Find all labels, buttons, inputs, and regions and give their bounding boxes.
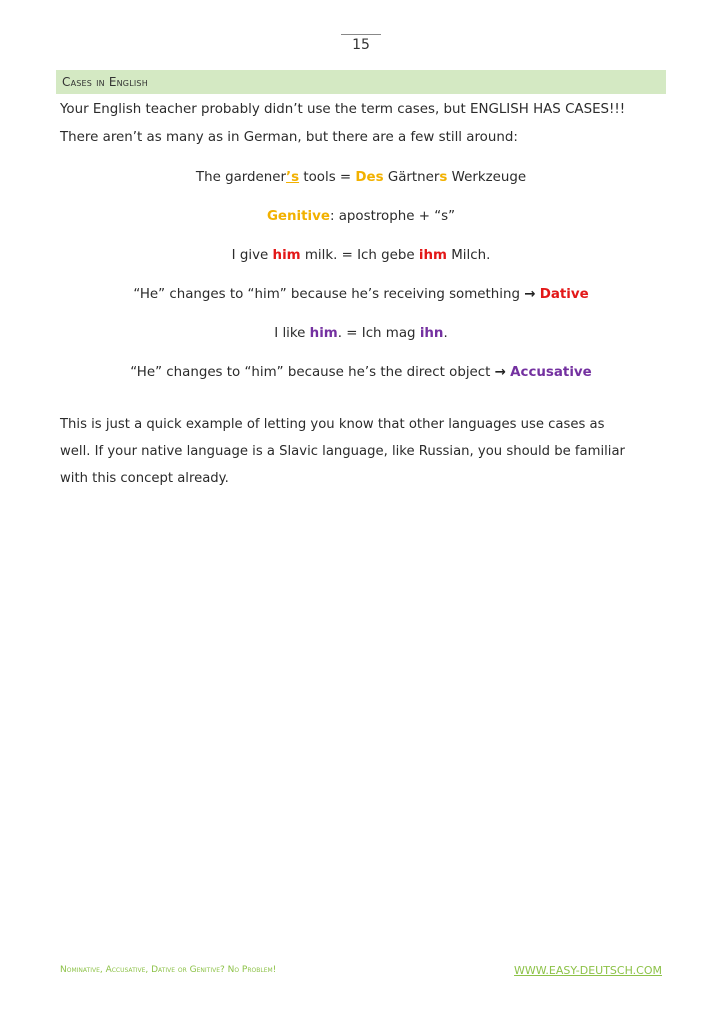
right-arrow-icon: → [494,365,506,380]
dative-example-sentence [56,248,666,263]
genitive-example-sentence [56,170,666,185]
conclusion-line-3: with this concept already. [60,471,229,486]
dative-ihm: ihm [418,248,447,263]
explanation-text: “He” changes to “him” because he’s receiving something [133,287,525,302]
genitive-term: Genitive [266,209,330,224]
page-number-rule [341,34,381,35]
dative-case-label: Dative [539,287,589,302]
page-number: 15 [352,37,370,53]
sentence-text: I like [274,326,310,341]
sentence-text: The gardener [195,170,287,185]
intro-line-1: Your English teacher probably didn’t use the term cases, but ENGLISH HAS CASES!!! [60,102,626,117]
genitive-ending-s: s [439,170,448,185]
right-arrow-icon: → [524,287,536,302]
sentence-text: Milch. [446,248,491,263]
conclusion-line-2: well. If your native language is a Slavic language, like Russian, you should be familiar [60,444,625,459]
accusative-example-sentence [56,326,666,341]
intro-line-2: There aren’t as many as in German, but there are a few still around: [60,130,518,145]
accusative-him: him [309,326,338,341]
explanation-text: “He” changes to “him” because he’s the direct object [130,365,495,380]
footer-website-link[interactable]: WWW.EASY-DEUTSCH.COM [514,964,662,977]
genitive-rule [56,209,666,224]
accusative-case-label: Accusative [510,365,592,380]
sentence-text: tools = [299,170,356,185]
sentence-text: Werkzeuge [447,170,527,185]
dative-explanation [56,287,666,302]
accusative-ihn: ihn [419,326,444,341]
sentence-text: Gärtner [383,170,440,185]
footer-book-title: Nominative, Accusative, Dative or Genitive? No Problem! [60,965,277,975]
sentence-text: . = Ich mag [337,326,420,341]
sentence-text: I give [231,248,273,263]
sentence-text: milk. = Ich gebe [300,248,419,263]
dative-him: him [272,248,301,263]
conclusion-line-1: This is just a quick example of letting you know that other languages use cases as [60,417,605,432]
rule-text: : apostrophe + “s” [329,209,456,224]
section-heading: Cases in English [56,70,666,94]
genitive-apostrophe-s: ’s [286,170,300,185]
accusative-explanation [56,365,666,380]
genitive-article-des: Des [355,170,384,185]
sentence-text: . [443,326,448,341]
